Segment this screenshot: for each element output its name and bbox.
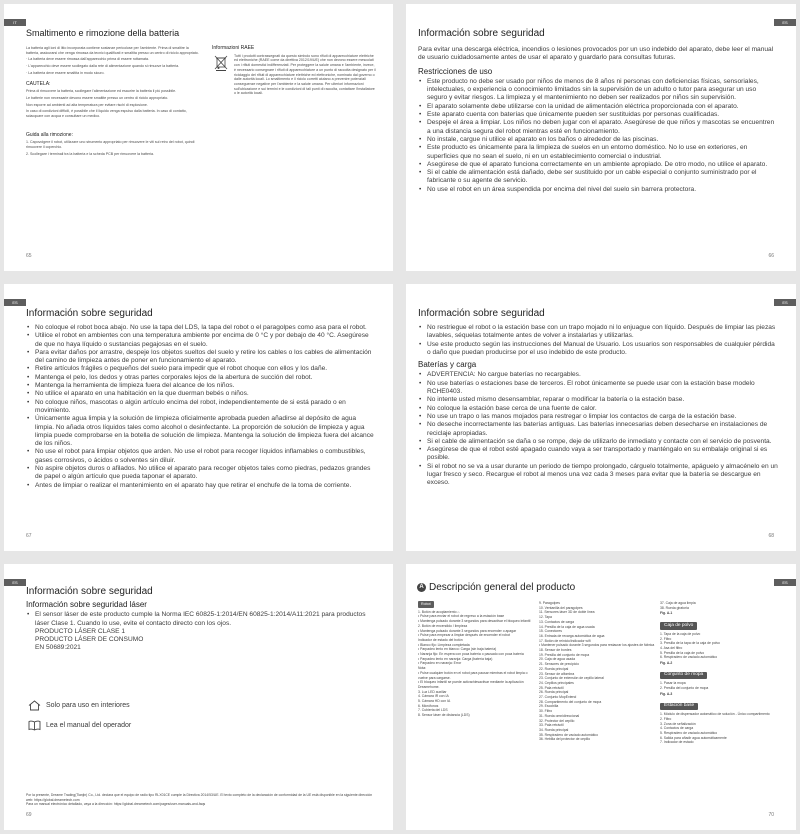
- list-item: • Mantenga el pelo, los dedos y otras partes corporales lejos de la abertura de succión del robot.: [26, 374, 376, 382]
- parts-column: [539, 601, 657, 742]
- robot-tag: Robot: [418, 601, 434, 608]
- part-line: 17. Botón de reinicio/indicador wifi: [539, 638, 591, 643]
- battery-bullet: · La batteria deve essere rimossa dall'apparecchio prima di essere rottamata.: [26, 57, 149, 62]
- page-67: [4, 284, 393, 551]
- list-item: • No coloque niños, mascotas o algún artículo encima del robot, independientemente de si está parado o en movimiento.: [26, 399, 376, 416]
- page-number: 66: [768, 253, 774, 259]
- part-line: 6. Salida para añadir agua automáticamente: [660, 735, 727, 740]
- guide-step: 1. Capovolgere il robot, utilizzare uno strumento appropriato per rimuovere le viti sul retro del robot, quindi rimuovere il coperchio.: [26, 140, 195, 150]
- list-item: • No coloque el robot boca abajo. No use la tapa del LDS, la tapa del robot o el paragolpes como asa para el robot.: [26, 324, 376, 332]
- part-line: 25. Pala retráctil: [539, 685, 564, 690]
- list-item: • Únicamente agua limpia y la solución de limpieza oficialmente aprobada pueden añadirse al depósito de agua limpia. No añada otros líquidos tales como alcohol o desinfectante. La proporción de solución de limpieza y agua limpia puede comprobarse en la botella de solución de limpieza. Mantenga la solución de limpieza fuera del alcance de los niños.: [26, 415, 376, 448]
- part-line: 20. Caja de agua usada: [539, 657, 576, 662]
- part-line: 4. Asa del filtro: [660, 645, 683, 650]
- list-item: • El aparato solamente debe utilizarse con la unidad de alimentación eléctrica proporcionada con el aparato.: [418, 103, 776, 111]
- part-line: 2. Filtro: [660, 636, 672, 641]
- battery-bullet: · L'apparecchio deve essere scollegato dalla rete di alimentazione quando si rimuove la batteria.: [26, 64, 180, 69]
- language-tab: ES: [774, 579, 796, 586]
- part-line: • Pulse para enviar el robot de regreso a la estación base: [418, 614, 505, 619]
- part-line: 11. Sensores láser 3D de doble línea: [539, 610, 595, 615]
- page-number: 68: [768, 533, 774, 539]
- part-line: 4. Contactos de carga: [660, 726, 694, 731]
- part-line: 30. Filtro: [539, 709, 553, 714]
- part-line: 2. Filtro: [660, 716, 672, 721]
- battery-bullet: · La batteria deve essere smaltita in modo sicuro.: [26, 70, 105, 75]
- laser-title: Información sobre seguridad láser: [26, 600, 147, 609]
- list-item: • Si el robot no se va a usar durante un periodo de tiempo prolongado, cárguelo totalmente, apáguelo y almacénelo en un lugar fresco y seco. Recargue el robot al menos una vez cada 3 meses para evitar que la batería se descargue en exceso.: [418, 463, 778, 488]
- part-line: 3. Luz LED auxiliar: [418, 689, 447, 694]
- part-line: • Blanco fijo: Limpieza completada: [418, 642, 470, 647]
- part-line: 21. Sensores de precipicio: [539, 662, 579, 667]
- guide-title: Guida alla rimozione:: [26, 131, 73, 138]
- list-item: • Utilice el robot en ambientes con una temperatura ambiente por encima de 0 °C y por debajo de 40 °C. Asegúrese de que no haya líquido o sustancias pegajosas en el suelo.: [26, 332, 376, 349]
- part-line: 2. Botón de encendido / limpieza: [418, 623, 468, 628]
- part-line: 15. Conectores: [539, 629, 562, 634]
- part-line: • Pulse para empezar a limpiar después de encender el robot: [418, 633, 511, 638]
- intro-text: Para evitar una descarga eléctrica, incendios o lesiones provocados por un uso indebido del aparato, debe leer el manual de usuario cuidadosamente antes de usar el aparato y guardarlo para consultas futuras.: [418, 46, 774, 62]
- page-66: [406, 4, 796, 271]
- part-line: 1. Botón de acoplamiento ⌂: [418, 609, 460, 614]
- list-item: • No coloque la estación base cerca de una fuente de calor.: [418, 405, 778, 413]
- part-line: 1. Tapa de la caja de polvo: [660, 631, 701, 636]
- safety-content: [418, 46, 776, 194]
- dust-box-tag: Caja de polvo: [660, 622, 697, 630]
- part-line: 28. Compartimento del conjunto de mopa: [539, 699, 602, 704]
- part-line: 23. Sensor de alfombra: [539, 671, 575, 676]
- raee-text: Tutti i prodotti contrassegnati da questo simbolo sono rifiuti di apparecchiature elettriche ed elettroniche (RAEE come da direttiva 2012/19/UE) che non devono essere mescolati con i rifiuti domestici indifferenziati. Per proteggere la salute umana e l'ambiente, invece, è necessario consegnare i rifiuti di apparecchiature a un punto di raccolta designato per il riciclaggio dei rifiuti di apparecchiature elettriche ed elettroniche, nominato dal governo o dalle autorità locali. Lo smaltimento e il riciclo corretti aiutano a prevenire potenziali conseguenze negative per l'ambiente e la salute umana. Per ulteriori informazioni sull'ubicazione e sui termini e le condizioni di tali punti di raccolta, contattare l'installatore o le autorità locali.: [234, 53, 376, 96]
- part-line: 34. Rueda principal: [539, 727, 569, 732]
- page-number: 70: [768, 812, 774, 818]
- list-item: • No intente usted mismo desensamblar, reparar o modificar la batería o la estación base.: [418, 396, 778, 404]
- part-line: 7. Cubierta del LDS: [418, 708, 448, 713]
- part-line: 29. Escobilla: [539, 704, 559, 709]
- restrictions-list: [418, 78, 776, 194]
- battery-intro: La batteria agli ioni di litio incorporata contiene sostanze pericolose per l'ambiente. Prima di smaltire la batteria, assicurarsi che venga rimossa da tecnici qualificati e smaltita presso un centro di riciclo appropriato.: [26, 46, 199, 55]
- list-item: • Si el cable de alimentación se daña o se rompe, deje de utilizarlo de inmediato y contacte con el servicio de posventa.: [418, 438, 778, 446]
- part-line: 26. Rueda principal: [539, 690, 569, 695]
- list-item: • Mantenga la herramienta de limpieza fuera del alcance de los niños.: [26, 382, 376, 390]
- language-tab: ES: [774, 19, 796, 26]
- part-line: 6. Respiradero de vaciado automático: [660, 655, 718, 660]
- laser-content: [26, 601, 376, 653]
- list-item: • Retire artículos frágiles o pequeños del suelo para impedir que el robot choque con ellos y los dañe.: [26, 365, 376, 373]
- part-line: 19. Presilla del conjunto de mopa: [539, 652, 590, 657]
- part-line: 13. Contactos de carga: [539, 619, 575, 624]
- safety-content: [26, 324, 376, 490]
- list-item: • No restriegue el robot o la estación base con un trapo mojado ni lo enjuague con líquido. Después de limpiar las piezas lavables, séquelas totalmente antes de volver a instalarlas y utilizarlas.: [418, 324, 778, 341]
- laser-list: [26, 611, 376, 628]
- section-title: Restricciones de uso: [418, 66, 493, 76]
- manual-link-text: Para un manual electrónico detallado, vaya a la dirección: https://global.dreametech.com/pages/user-manuals-and-faqs: [26, 802, 206, 807]
- part-line: 16. Entrada de recarga automática de agua: [539, 633, 605, 638]
- page-number: 69: [26, 812, 32, 818]
- part-line: 7. Indicador de estado: [660, 740, 694, 745]
- part-line: 32. Protector del cepillo: [539, 718, 575, 723]
- page-title: Información sobre seguridad: [418, 308, 545, 319]
- part-line: • El bloqueo infantil se puede activar/desactivar mediante la aplicación Dreamehome.: [418, 680, 524, 689]
- part-line: 14. Presilla de la caja de agua usada: [539, 624, 595, 629]
- list-item: • No deseche incorrectamente las baterías antiguas. Las baterías innecesarias deben desecharse en instalaciones de reciclaje apropiadas.: [418, 421, 778, 438]
- part-line: • Mantenga pulsado durante 3 segundos para desactivar el bloqueo infantil: [418, 619, 531, 624]
- language-tab: ES: [4, 299, 26, 306]
- robot-column: [418, 598, 536, 718]
- page-65: [4, 4, 393, 271]
- list-item: • No utilice el aparato en una habitación en la que duerman bebés o niños.: [26, 390, 376, 398]
- section-badge: A: [417, 583, 426, 592]
- list-item: • Este producto es únicamente para la limpieza de suelos en un entorno doméstico. No lo use en exteriores, en superficies que no sean el suelo, ni en un establecimiento comercial o industrial.: [418, 144, 776, 161]
- part-line: 27. Conjunto MopExtend: [539, 695, 577, 700]
- page-69: ES Información sobre seguridad Información sobre seguridad láser • El sensor láser de este producto cumple la Norma IEC 60825-1:2014/EN 60825-1:2014/A11:2021 para productos láser Clase 1. Cuando lo use, evite el contacto directo con los ojos. PRODUCTO LÁSER CLASE 1 PRODUCTO LÁSER DE CONSUMO EN 50689:2021 Solo para uso en interiores Lea el manual del operador Por la presente, Dreame Trading(Tianjin) Co., Ltd. declara que el equipo de radio tipo RLX01CE cumple la Directiva 2014/53/UE. El texto completo de la declaración de conformidad de la UE está disponible en la siguiente dirección web: https://global.dreametech.com Para un manual electrónico detallado, vaya a la dirección: https://global.dreametech.com/pages/user-manuals-and-faqs 69: [4, 564, 393, 830]
- part-line: 10. Ventanilla del paragolpes: [539, 605, 583, 610]
- figure-label: Fig. A-1: [660, 611, 673, 616]
- figure-label: Fig. A-2: [660, 661, 673, 666]
- part-line: 24. Cepillos principales: [539, 680, 574, 685]
- part-line: • Parpadeo lento en blanco: Carga (sin baja batería): [418, 647, 497, 652]
- part-line: 2. Presilla del conjunto de mopa: [660, 686, 709, 691]
- part-line: 8. Sensor láser de distancia (LDS): [418, 713, 470, 718]
- part-line: 31. Rueda omnidireccional: [539, 713, 580, 718]
- part-line: • Mantenga pulsado durante 3 segundos para encender o apagar: [418, 628, 517, 633]
- figure-label: Fig. A-3: [660, 691, 673, 696]
- part-line: • Pulse cualquier botón en el robot para pausar mientras el robot limpia o vuelve para cargarse.: [418, 670, 528, 680]
- list-item: • Si el cable de alimentación está dañado, debe ser sustituido por un cable especial o conjunto suministrado por el fabricante o su agente de servicio.: [418, 169, 776, 186]
- list-item: • El sensor láser de este producto cumple la Norma IEC 60825-1:2014/EN 60825-1:2014/A11:2021 para productos láser Clase 1. Cuando lo use, evite el contacto directo con los ojos.: [26, 611, 376, 628]
- list-item: • No use el robot en un área suspendida por encima del nivel del suelo sin barrera protectora.: [418, 186, 776, 194]
- caution-line: In caso di condizioni difficili, è possibile che il liquido venga espulso dalla batteria. In caso di contatto, sciacquare con acqua e consultare un medico.: [26, 109, 187, 119]
- list-item: • Este producto no debe ser usado por niños de menos de 8 años ni personas con deficiencias físicas, sensoriales, intelectuales, o experiencia o conocimiento limitados sin la supervisión de un adulto o tutor para asegurar un uso seguro y evitar riesgos. La limpieza y el mantenimiento no deben ser realizados por niños sin supervisión.: [418, 78, 776, 103]
- list-item: • No instale, cargue ni utilice el aparato en los baños o alrededor de las piscinas.: [418, 136, 776, 144]
- part-line: • Mantener pulsado durante 3 segundos para restaurar los ajustes de fábrica: [539, 643, 655, 648]
- part-line: • Parpadeo en naranja: Error: [418, 661, 462, 666]
- page-68: [406, 284, 796, 551]
- part-line: 1. Pasar la mopa: [660, 681, 686, 686]
- conformity-text: Por la presente, Dreame Trading(Tianjin) Co., Ltd. declara que el equipo de radio tipo RLX01CE cumple la Directiva 2014/53/UE. El texto completo de la declaración de conformidad de la UE está disponible en la siguiente dirección web: https://global.dreametech.com: [26, 793, 373, 802]
- safety-list: [26, 324, 376, 490]
- part-line: • Parpadeo lento en naranja: Carga (batería baja): [418, 656, 493, 661]
- language-tab: ES: [774, 299, 796, 306]
- language-tab: IT: [4, 19, 26, 26]
- battery-column: [26, 46, 201, 159]
- laser-class-line: PRODUCTO LÁSER DE CONSUMO: [35, 636, 144, 644]
- part-line: • Naranja fijo: En espera con poca batería o pausado con poca batería: [418, 652, 524, 657]
- caution-line: Le batterie non necessarie devono essere smaltite presso un centro di riciclo appropriato.: [26, 95, 169, 100]
- caution-line: Prima di rimuovere la batteria, scollegare l'alimentazione ed esaurire la batteria il più possibile.: [26, 89, 177, 94]
- part-line: 1. Módulo de dispensador automático de solución - Único compartimento: [660, 712, 770, 717]
- part-line: 5. Presilla de la caja de polvo: [660, 650, 705, 655]
- part-line: 18. Sensor de bordes: [539, 648, 572, 653]
- part-line: Indicador de estado del botón: [418, 637, 463, 642]
- part-line: 3. Zona de señalización: [660, 721, 696, 726]
- language-tab: ES: [4, 579, 26, 586]
- wheelie-bin-crossed-icon: [214, 55, 228, 71]
- list-item: • No aspire objetos duros o afilados. No utilice el aparato para recoger objetos tales como piedras, pedazos grandes de papel o algún artículo que pueda taponar el aparato.: [26, 465, 376, 482]
- safety-list: [418, 324, 778, 357]
- part-line: 4. Cámara IR con IA: [418, 694, 449, 699]
- part-line: 35. Respiradero de vaciado automático: [539, 732, 598, 737]
- guide-step: 2. Scollegare i terminali tra la batteria e la scheda PCB per rimuovere la batteria.: [26, 151, 155, 156]
- raee-title: Informazioni RAEE: [212, 45, 255, 51]
- section-title: Baterías y carga: [418, 360, 477, 370]
- part-line: 37. Caja de agua limpia: [660, 601, 696, 605]
- page-title: Información sobre seguridad: [418, 28, 545, 39]
- list-item: • No use un trapo o las manos mojados para restregar o limpiar los contactos de carga de la estación base.: [418, 413, 778, 421]
- components-column: [660, 601, 780, 745]
- page-title: Smaltimento e rimozione della batteria: [26, 28, 180, 38]
- page-number: 65: [26, 253, 32, 259]
- page-title: Descripción general del producto: [429, 582, 576, 593]
- house-icon: [28, 700, 41, 711]
- raee-column: [212, 46, 377, 98]
- page-70: [406, 564, 796, 830]
- open-book-icon: [28, 720, 41, 731]
- part-line: 6. Micrófonos: [418, 703, 439, 708]
- page-title: Información sobre seguridad: [26, 308, 153, 319]
- mop-tag: Conjunto de mopa: [660, 672, 707, 680]
- list-item: • No use el robot para limpiar objetos que arden. No use el robot para recoger líquidos inflamables o combustibles, gases corrosivos, o ácidos o solventes sin diluir.: [26, 448, 376, 465]
- part-line: 5. Cámara HD con IA: [418, 699, 451, 704]
- page-title: Información sobre seguridad: [26, 586, 153, 597]
- page-number: 67: [26, 533, 32, 539]
- part-line: 36. Hebilla del protector de cepillo: [539, 737, 591, 742]
- list-item: • Para evitar daños por arrastre, despeje los objetos sueltos del suelo y retire los cables o los cables de alimentación del camino de limpieza antes de poner en funcionamiento el aparato.: [26, 349, 376, 366]
- safety-content: [418, 324, 778, 488]
- list-item: • Antes de limpiar o realizar el mantenimiento en el aparato hay que retirar el enchufe de la toma de corriente.: [26, 482, 376, 490]
- declaration-footer: [26, 793, 376, 807]
- list-item: • Use este producto según las instrucciones del Manual de Usuario. Los usuarios son responsables de cualquier pérdida o daño que puedan producirse por el uso indebido de este producto.: [418, 341, 778, 358]
- laser-class-line: PRODUCTO LÁSER CLASE 1: [35, 627, 126, 635]
- battery-list: [418, 371, 778, 487]
- base-station-tag: Estación base: [660, 703, 698, 711]
- part-line: 5. Respiradero de vaciado automático: [660, 731, 718, 736]
- part-line: 23. Conjunto de extensión de cepillo lateral: [539, 676, 604, 681]
- part-line: 3. Presilla de la tapa de la caja de polvo: [660, 641, 720, 646]
- list-item: • Este aparato cuenta con baterías que únicamente pueden ser sustituidas por personas cualificadas.: [418, 111, 776, 119]
- laser-class-line: EN 50689:2021: [35, 644, 81, 652]
- list-item: • ADVERTENCIA: No cargue baterías no recargables.: [418, 371, 778, 379]
- part-line: 12. Tapa: [539, 615, 552, 620]
- part-line: 9. Paragolpes: [539, 601, 560, 605]
- part-line: 33. Pala retráctil: [539, 723, 564, 728]
- part-line: 38. Rueda giratoria: [660, 605, 689, 610]
- list-item: • No use baterías o estaciones base de terceros. El robot únicamente se puede usar con la estación base modelo RCHE0403.: [418, 380, 778, 397]
- caution-line: Non esporre ad ambienti ad alta temperatura per evitare rischi di esplosione.: [26, 102, 148, 107]
- part-line: 22. Rueda principal: [539, 666, 569, 671]
- list-item: • Asegúrese de que el aparato funciona correctamente en un ambiente apropiado. De otro modo, no utilice el aparato.: [418, 161, 776, 169]
- caution-title: CAUTELA:: [26, 80, 51, 87]
- list-item: • Despeje el área a limpiar. Los niños no deben jugar con el aparato. Asegúrese de que niños y mascotas se encuentren a una distancia segura del robot mientras esté en funcionamiento.: [418, 119, 776, 136]
- list-item: • Asegúrese de que el robot esté apagado cuando vaya a ser transportado y manténgalo en su embalaje original si es posible.: [418, 446, 778, 463]
- part-line: Nota:: [418, 666, 427, 671]
